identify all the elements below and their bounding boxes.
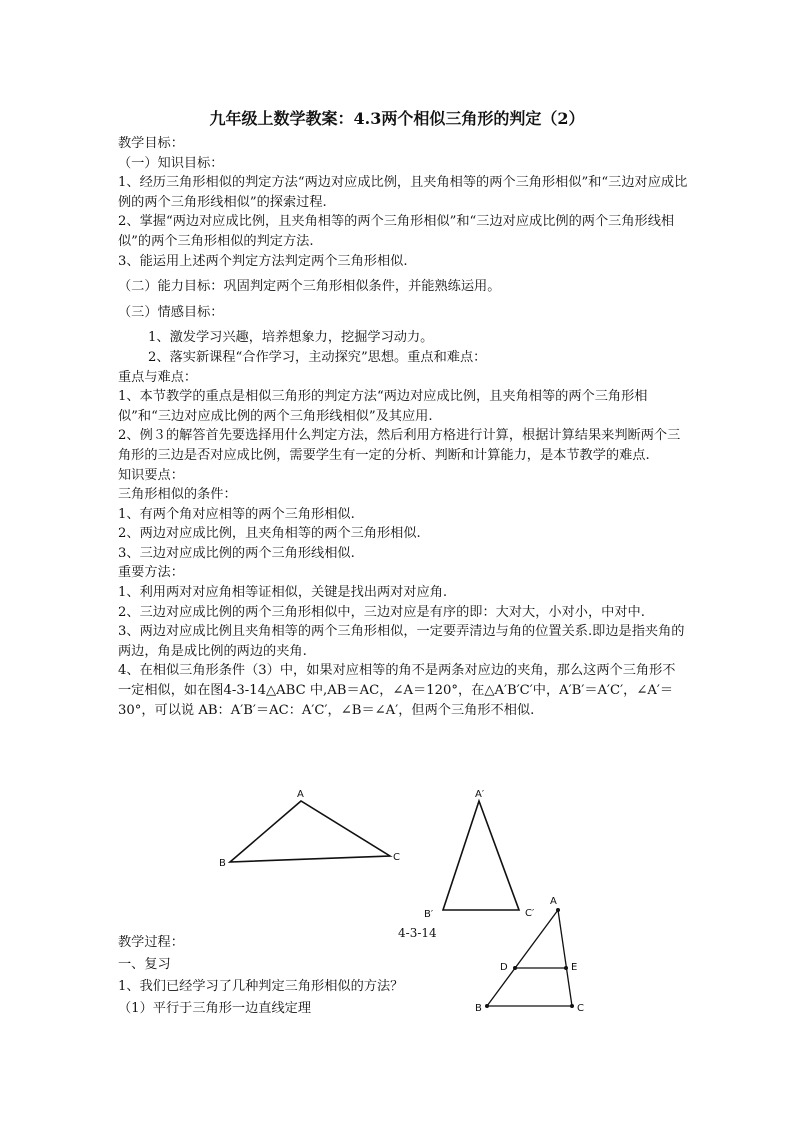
vertex-label: C xyxy=(393,852,400,863)
side-ab xyxy=(487,910,558,1006)
subsection-heading: 一、复习 xyxy=(118,957,171,972)
section-heading: 重要方法： xyxy=(118,565,184,581)
vertex-label: C xyxy=(577,1003,584,1014)
side-ac xyxy=(558,910,572,1006)
subsection-heading: （一）知识目标： xyxy=(118,155,224,171)
paragraph: 1、我们已经学习了几种判定三角形相似的方法？ xyxy=(118,979,404,994)
point-b xyxy=(485,1004,489,1008)
list-item: 2、三边对应成比例的两个三角形相似中，三边对应是有序的即：大对大，小对小，中对中. xyxy=(118,604,645,620)
paragraph: 1、经历三角形相似的判定方法“两边对应成比例，且夹角相等的两个三角形相似”和“三边对应成比例的两个三角形线相似”的探索过程. xyxy=(118,175,688,210)
paragraph: 1、本节教学的重点是相似三角形的判定方法“两边对应成比例，且夹角相等的两个三角形相似”和“三边对应成比例的两个三角形线相似”及其应用. xyxy=(118,389,648,424)
vertex-label: A xyxy=(297,789,304,800)
subsection-heading: （三）情感目标： xyxy=(118,304,224,320)
vertex-label: C′ xyxy=(525,908,535,919)
section-heading: 教学目标： xyxy=(118,136,184,151)
point-c xyxy=(570,1004,574,1008)
section-heading: 教学过程： xyxy=(118,935,184,950)
list-item: 3、三边对应成比例的两个三角形线相似. xyxy=(118,545,355,561)
paragraph: 2、例３的解答首先要选择用什么判定方法，然后利用方格进行计算，根据计算结果来判断两个三角形的三边是否对应成比例，需要学生有一定的分析、判断和计算能力，是本节教学的难点. xyxy=(118,428,681,463)
vertex-label: B xyxy=(219,858,226,869)
vertex-label: B xyxy=(475,1003,482,1014)
point-e xyxy=(564,966,568,970)
section-heading: 重点与难点： xyxy=(118,369,198,385)
list-item: 1、利用两对对应角相等证相似，关键是找出两对对应角. xyxy=(118,585,448,601)
section-heading: 知识要点： xyxy=(118,467,184,483)
paragraph: 2、掌握“两边对应成比例，且夹角相等的两个三角形相似”和“三边对应成比例的两个三角形线相似”的两个三角形相似的判定方法. xyxy=(118,214,675,249)
teaching-process xyxy=(118,932,438,1020)
vertex-label: D xyxy=(500,962,508,973)
figure-caption: 4-3-14 xyxy=(398,926,437,940)
list-item: 3、两边对应成比例且夹角相等的两个三角形相似，一定要弄清边与角的位置关系.即边是指夹角的两边，角是成比例的两边的夹角. xyxy=(118,624,685,659)
page-title: 九年级上数学教案：4.3两个相似三角形的判定（2） xyxy=(209,109,585,128)
point-a xyxy=(556,908,560,912)
triangle-abc xyxy=(230,801,390,862)
vertex-label: A′ xyxy=(475,789,485,800)
paragraph: 1、激发学习兴趣，培养想象力，挖掘学习动力。 xyxy=(148,330,434,346)
paragraph: 3、能运用上述两个判定方法判定两个三角形相似. xyxy=(118,253,408,269)
list-item: 1、有两个角对应相等的两个三角形相似. xyxy=(118,506,355,522)
vertex-label: E xyxy=(571,962,578,973)
list-item: 4、在相似三角形条件（3）中，如果对应相等的角不是两条对应边的夹角，那么这两个三角形不一定相似，如在图4-3-14△ABC 中,AB＝AC，∠A＝120°，在△A′B′C′中，A′B′＝A′C′，∠A′＝30°，可以说 AB：A′B′＝AC：A′C′，∠B＝∠A′，但两个三角形不相似. xyxy=(118,663,676,718)
vertex-label: A xyxy=(550,896,557,907)
triangle-a-prime xyxy=(443,801,519,910)
paragraph: （1）平行于三角形一边直线定理 xyxy=(118,1001,312,1016)
subsection-heading: （二）能力目标：巩固判定两个三角形相似条件，并能熟练运用。 xyxy=(118,279,501,295)
subsection-heading: 三角形相似的条件： xyxy=(118,487,237,503)
vertex-label: B′ xyxy=(424,909,434,920)
paragraph: 2、落实新课程“合作学习，主动探究”思想。重点和难点： xyxy=(148,349,487,365)
list-item: 2、两边对应成比例，且夹角相等的两个三角形相似. xyxy=(118,526,421,542)
point-d xyxy=(513,966,517,970)
